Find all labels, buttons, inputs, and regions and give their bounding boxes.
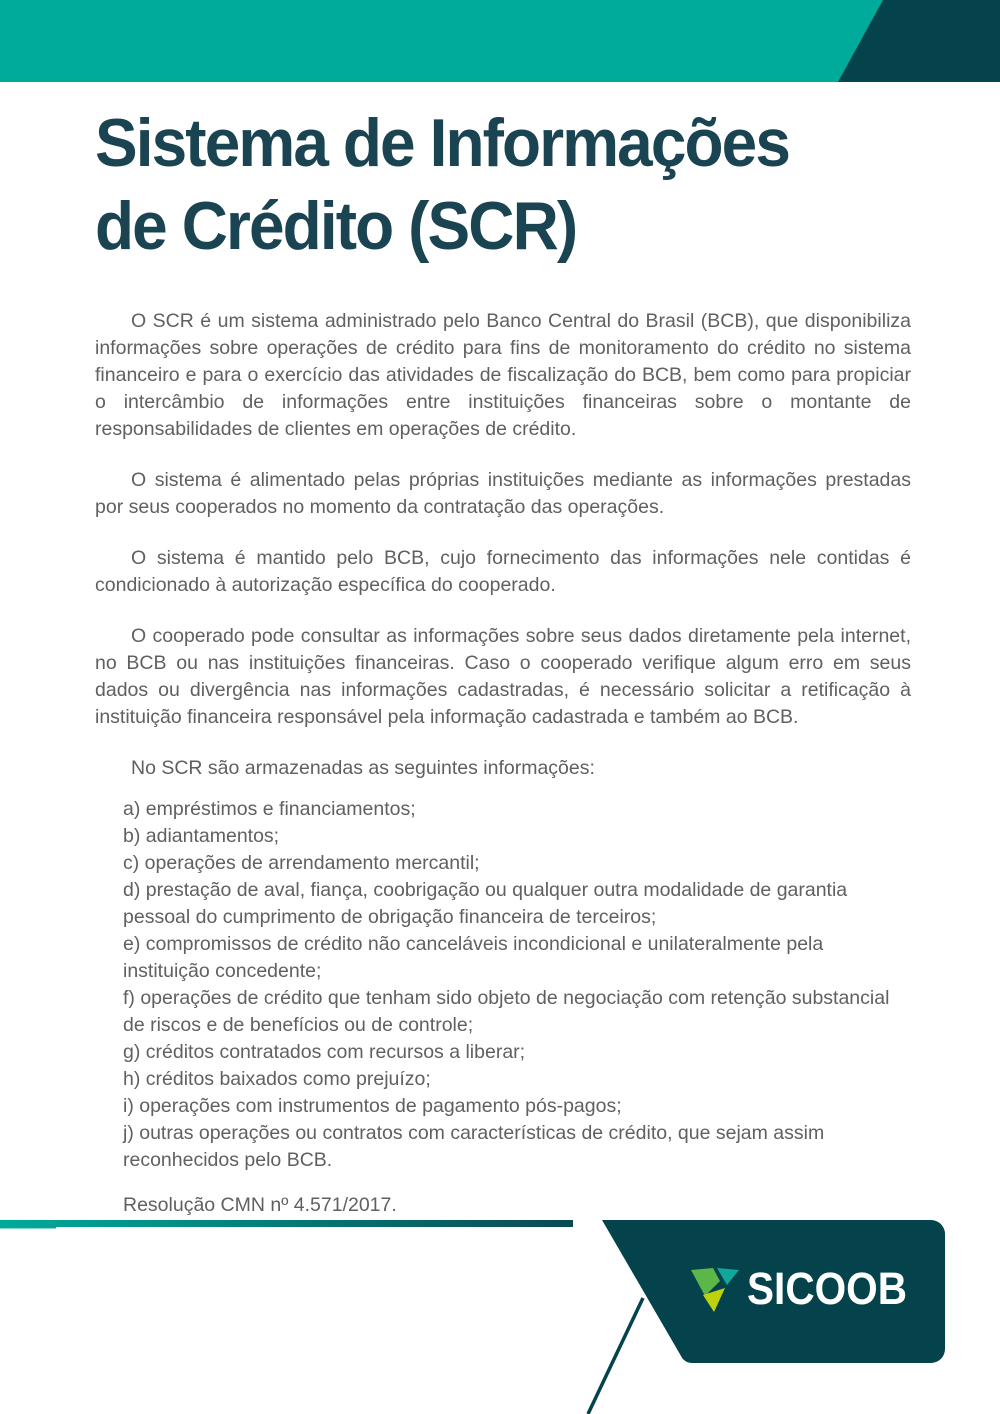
list-item: b) adiantamentos; <box>123 825 280 847</box>
paragraph-5: No SCR são armazenadas as seguintes informações: <box>131 757 595 779</box>
badge-tail-line <box>588 1298 643 1414</box>
list-item: g) créditos contratados com recursos a liberar; <box>123 1041 526 1063</box>
paragraph-3: O sistema é mantido pelo BCB, cujo fornecimento das informações nele contidas é condicionado à autorização específica do cooperado. <box>95 547 911 596</box>
list-item: e) compromissos de crédito não canceláveis incondicional e unilateralmente pela instituição concedente; <box>123 933 824 982</box>
list-item: a) empréstimos e financiamentos; <box>123 798 416 820</box>
list-item: j) outras operações ou contratos com características de crédito, que sejam assim reconhecidos pelo BCB. <box>123 1122 825 1171</box>
list-item: c) operações de arrendamento mercantil; <box>123 852 480 874</box>
page-title <box>95 102 789 268</box>
brand-wordmark: SICOOB <box>747 1263 907 1314</box>
list-item: d) prestação de aval, fiança, coobrigação ou qualquer outra modalidade de garantia pessoal do cumprimento de obrigação financeira de terceiros; <box>123 879 848 928</box>
paragraph-4: O cooperado pode consultar as informações sobre seus dados diretamente pela internet, no BCB ou nas instituições financeiras. Caso o cooperado verifique algum erro em seus dados ou divergência nas informações cadastradas, é necessário solicitar a retificação à instituição financeira responsável pela informação cadastrada e também ao BCB. <box>95 625 911 728</box>
list-item: i) operações com instrumentos de pagamento pós-pagos; <box>123 1095 622 1117</box>
document-body <box>95 308 911 1219</box>
list-item: h) créditos baixados como prejuízo; <box>123 1068 431 1090</box>
footer-decoration <box>0 1200 1000 1414</box>
paragraph-2: O sistema é alimentado pelas próprias instituições mediante as informações prestadas por seus cooperados no momento da contratação das operações. <box>95 469 911 518</box>
title-line-1: Sistema de Informações <box>95 105 790 181</box>
list-item: f) operações de crédito que tenham sido objeto de negociação com retenção substancial de riscos e de benefícios ou de controle; <box>123 987 890 1036</box>
info-list <box>123 796 911 1174</box>
footer-gradient-bar <box>0 1220 573 1227</box>
footnote: Resolução CMN nº 4.571/2017. <box>123 1194 397 1216</box>
paragraph-1: O SCR é um sistema administrado pelo Banco Central do Brasil (BCB), que disponibiliza informações sobre operações de crédito para fins de monitoramento do crédito no sistema financeiro e para o exercício das atividades de fiscalização do BCB, bem como para propiciar o intercâmbio de informações entre instituições financeiras sobre o montante de responsabilidades de clientes em operações de crédito. <box>95 310 911 440</box>
title-line-2: de Crédito (SCR) <box>95 188 577 264</box>
